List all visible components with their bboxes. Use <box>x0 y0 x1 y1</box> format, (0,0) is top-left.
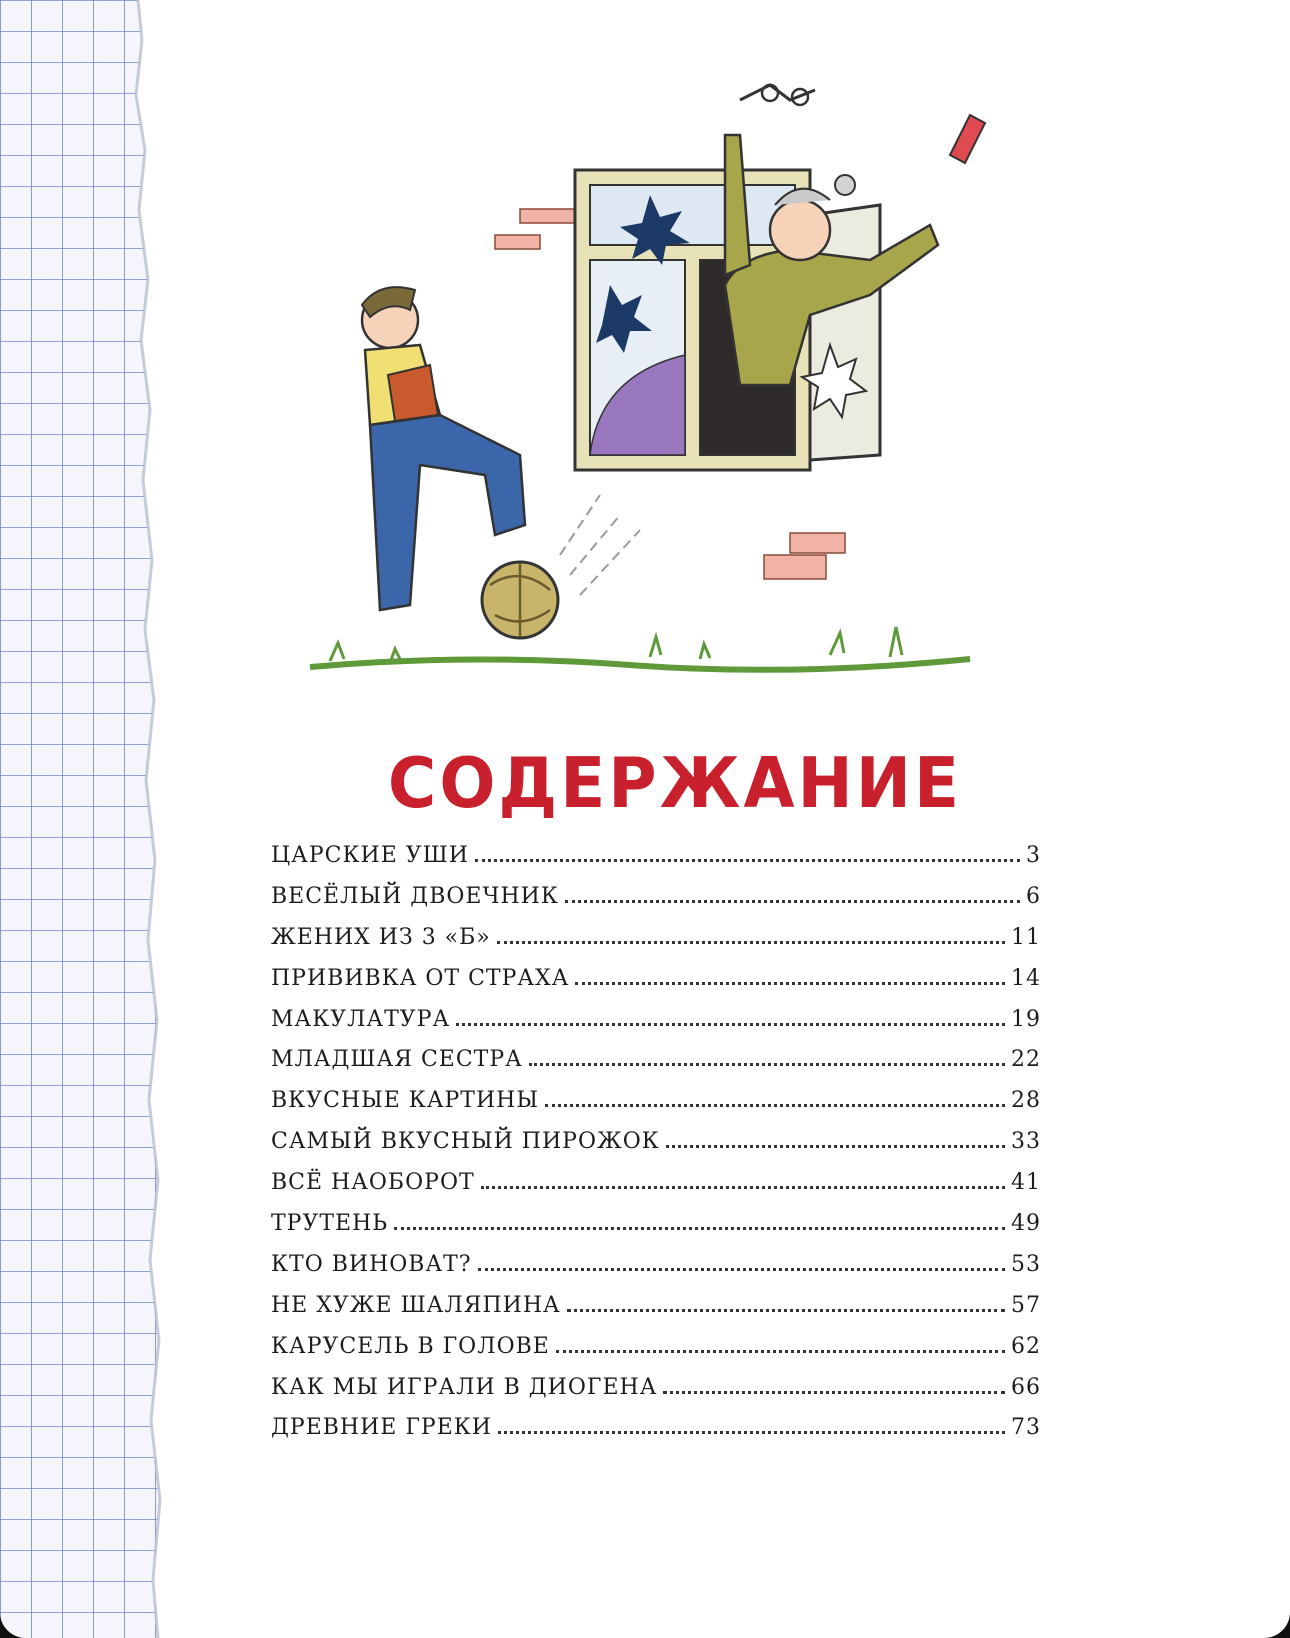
toc-entry <box>271 843 1041 884</box>
dot-leader <box>565 900 1020 903</box>
dot-leader <box>663 1391 1005 1394</box>
toc-entry-page-number: 53 <box>1011 1251 1041 1277</box>
toc-entry-title: ЦАРСКИЕ УШИ <box>271 843 469 868</box>
toc-entry <box>271 1129 1041 1170</box>
toc-entry <box>271 1252 1041 1293</box>
toc-entry-title: КАК МЫ ИГРАЛИ В ДИОГЕНА <box>271 1374 658 1400</box>
dot-leader <box>556 1350 1005 1353</box>
toc-entry-title: МЛАДШАЯ СЕСТРА <box>271 1047 523 1073</box>
toc-entry-title: ТРУТЕНЬ <box>271 1211 389 1237</box>
toc-entry-page-number: 6 <box>1026 883 1041 909</box>
toc-entry <box>271 884 1041 925</box>
dot-leader <box>575 982 1005 985</box>
toc-entry-title: КАРУСЕЛЬ В ГОЛОВЕ <box>271 1333 550 1359</box>
toc-entry-page-number: 22 <box>1011 1047 1041 1073</box>
toc-entry-page-number: 3 <box>1026 843 1041 868</box>
toc-entry <box>271 1415 1041 1456</box>
toc-entry-page-number: 66 <box>1011 1374 1041 1400</box>
toc-entry-title: ЖЕНИХ ИЗ 3 «Б» <box>271 924 491 950</box>
dot-leader <box>567 1309 1005 1312</box>
toc-entry-title: ДРЕВНИЕ ГРЕКИ <box>271 1415 492 1441</box>
toc-entry-title: ВКУСНЫЕ КАРТИНЫ <box>271 1088 539 1114</box>
toc-entry-page-number: 62 <box>1011 1333 1041 1359</box>
toc-entry <box>271 1211 1041 1252</box>
toc-entry-title: ВЕСЁЛЫЙ ДВОЕЧНИК <box>271 883 559 909</box>
toc-entry <box>271 1007 1041 1048</box>
toc-entry-page-number: 28 <box>1011 1088 1041 1114</box>
dot-leader <box>456 1023 1005 1026</box>
dot-leader <box>498 1431 1005 1434</box>
toc-entry-title: МАКУЛАТУРА <box>271 1006 451 1032</box>
dot-leader <box>497 941 1005 944</box>
dot-leader <box>545 1104 1005 1107</box>
dot-leader <box>475 859 1020 862</box>
dot-leader <box>529 1063 1005 1066</box>
toc-entry <box>271 966 1041 1007</box>
cartoon-illustration <box>270 55 1070 695</box>
toc-entry <box>271 925 1041 966</box>
toc-entry-title: КТО ВИНОВАТ? <box>271 1251 472 1277</box>
toc-entry-page-number: 41 <box>1011 1170 1041 1196</box>
toc-entry-page-number: 49 <box>1011 1211 1041 1237</box>
toc-entry <box>271 1047 1041 1088</box>
toc-entry-page-number: 33 <box>1011 1129 1041 1155</box>
dot-leader <box>666 1145 1005 1148</box>
dot-leader <box>478 1268 1005 1271</box>
toc-entry <box>271 1170 1041 1211</box>
table-of-contents <box>271 843 1041 1456</box>
toc-entry-page-number: 73 <box>1011 1415 1041 1441</box>
dot-leader <box>394 1227 1005 1230</box>
toc-entry-page-number: 11 <box>1011 924 1041 950</box>
toc-entry-title: САМЫЙ ВКУСНЫЙ ПИРОЖОК <box>271 1129 660 1155</box>
toc-entry <box>271 1088 1041 1129</box>
toc-entry <box>271 1334 1041 1375</box>
graph-paper-strip <box>0 0 170 1638</box>
toc-entry <box>271 1375 1041 1416</box>
toc-entry-title: ПРИВИВКА ОТ СТРАХА <box>271 965 570 991</box>
toc-entry <box>271 1293 1041 1334</box>
toc-entry-page-number: 57 <box>1011 1292 1041 1318</box>
toc-entry-title: ВСЁ НАОБОРОТ <box>271 1170 475 1196</box>
toc-entry-title: НЕ ХУЖЕ ШАЛЯПИНА <box>271 1292 561 1318</box>
toc-entry-page-number: 14 <box>1011 965 1041 991</box>
page-title: СОДЕРЖАНИЕ <box>387 743 963 824</box>
toc-entry-page-number: 19 <box>1011 1006 1041 1032</box>
dot-leader <box>481 1186 1005 1189</box>
